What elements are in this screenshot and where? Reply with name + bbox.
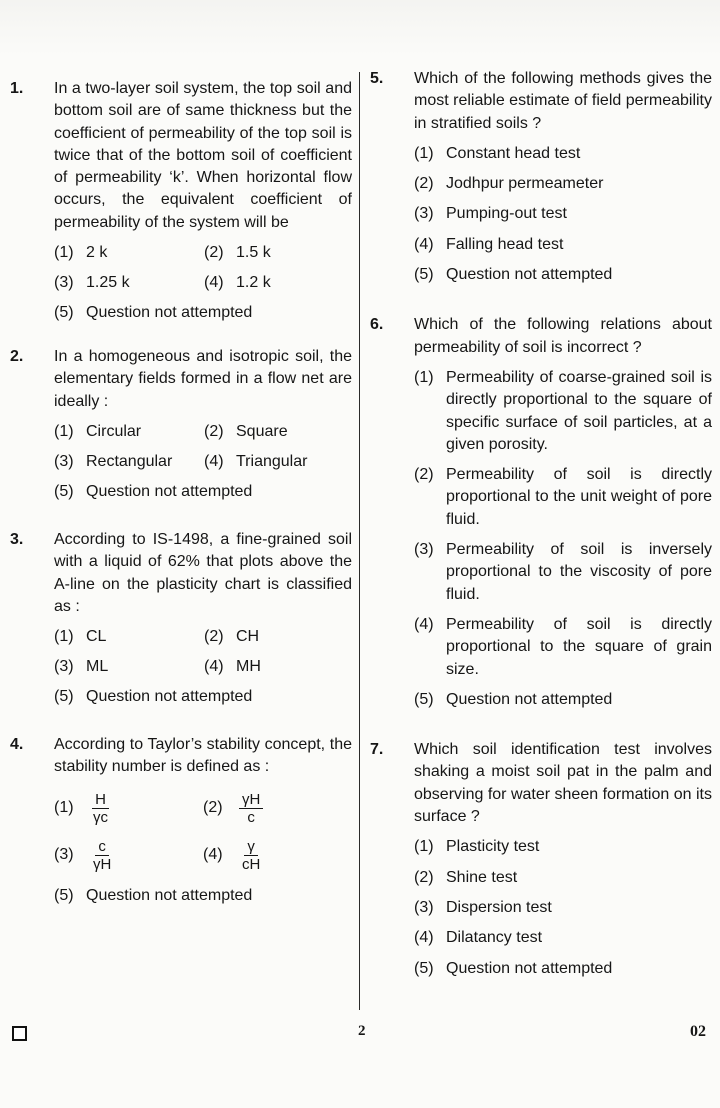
question-4 [10,734,352,907]
right-column [370,68,712,988]
option-4[interactable]: (4) $\frac{\gamma}{cH}$ [203,838,352,873]
option-2[interactable]: (2) CH [204,628,260,646]
option-5-not-attempted[interactable]: (5) Question not attempted [54,304,253,322]
left-column [10,78,352,915]
option-1[interactable]: (1) 2 k [54,244,108,262]
column-divider [359,72,360,1010]
option-3[interactable]: (3) 1.25 k [54,274,130,292]
top-bleed-through [0,0,720,55]
options [54,421,352,503]
option-1[interactable]: (1) Plasticity test [414,838,540,856]
option-1[interactable]: (1) $\frac{H}{\gamma c}$ [54,791,203,826]
page-number: 2 [358,1023,366,1039]
question-number: 7. [370,741,384,759]
question-text: In a two-layer soil system, the top soil and bottom soil are of same thickness but the coefficient of permeability of the top soil is twice that of the bottom soil of coefficient of permeability ‘k’. When horizontal flow occurs, the equivalent coefficient of permeability of the system will be [54,80,352,231]
option-3[interactable]: (3) $\frac{c}{\gamma H}$ [54,838,203,873]
option-3[interactable]: (3) ML [54,658,109,676]
option-1[interactable]: (1) CL [54,628,107,646]
fraction: $\frac{\gamma H}{c}$ [239,791,263,826]
option-2[interactable]: (2) Square [204,422,288,440]
option-5-not-attempted[interactable]: (5) Question not attempted [414,690,613,708]
fraction: $\frac{H}{\gamma c}$ [93,790,108,826]
option-3[interactable]: (3) Permeability of soil is inversely proportional to the viscosity of pore fluid. [414,541,712,603]
fraction: $\frac{c}{\gamma H}$ [93,837,112,873]
option-2[interactable]: (2) Shine test [414,868,518,886]
question-number: 6. [370,316,384,334]
question-text: Which soil identification test involves shaking a moist soil pat in the palm and observing for water sheen formation on its surface ? [414,741,712,826]
question-number: 2. [10,348,24,366]
option-4[interactable]: (4) MH [204,658,261,676]
options [414,836,712,979]
option-1[interactable]: (1) Permeability of coarse-grained soil is directly proportional to the square of specific surface of soil particles, at a given porosity. [414,368,712,453]
question-text: According to IS-1498, a fine-grained soil with a liquid of 62% that plots above the A-line on the plasticity chart is classified as : [54,530,352,615]
option-5-not-attempted[interactable]: (5) Question not attempted [414,266,613,284]
option-4[interactable]: (4) Falling head test [414,235,564,253]
question-5 [370,68,712,286]
option-5-not-attempted[interactable]: (5) Question not attempted [54,482,253,500]
option-3[interactable]: (3) Dispersion test [414,898,552,916]
option-3[interactable]: (3) Pumping-out test [414,205,567,223]
options [54,242,352,324]
option-2[interactable]: (2) Jodhpur permeameter [414,175,604,193]
options [54,791,352,907]
option-4[interactable]: (4) 1.2 k [204,274,271,292]
options [54,626,352,708]
question-text: According to Taylor’s stability concept, the stability number is defined as : [54,736,352,776]
fraction: $\frac{\gamma}{cH}$ [242,837,261,873]
question-6 [370,314,712,711]
option-1[interactable]: (1) Circular [54,422,142,440]
option-5-not-attempted[interactable]: (5) Question not attempted [54,886,253,904]
question-3 [10,529,352,708]
question-2 [10,346,352,503]
question-text: Which of the following relations about permeability of soil is incorrect ? [414,316,712,356]
page-footer [0,1023,720,1043]
option-4[interactable]: (4) Triangular [204,452,308,470]
option-3[interactable]: (3) Rectangular [54,452,173,470]
options [414,143,712,286]
question-number: 4. [10,736,24,754]
square-marker-icon [12,1026,27,1041]
option-4[interactable]: (4) Permeability of soil is directly proportional to the square of grain size. [414,615,712,678]
booklet-code: 02 [690,1023,706,1040]
question-text: In a homogeneous and isotropic soil, the elementary fields formed in a flow net are ideally : [54,348,352,410]
question-1 [10,78,352,324]
option-5-not-attempted[interactable]: (5) Question not attempted [54,688,253,706]
question-7 [370,739,712,980]
option-1[interactable]: (1) Constant head test [414,144,581,162]
option-2[interactable]: (2) Permeability of soil is directly proportional to the unit weight of pore fluid. [414,466,712,528]
option-2[interactable]: (2) 1.5 k [204,244,271,262]
option-5-not-attempted[interactable]: (5) Question not attempted [414,959,613,977]
option-4[interactable]: (4) Dilatancy test [414,929,543,947]
question-text: Which of the following methods gives the most reliable estimate of field permeability in stratified soils ? [414,70,712,132]
option-2[interactable]: (2) $\frac{\gamma H}{c}$ [203,791,352,826]
options [414,367,712,711]
question-number: 5. [370,70,384,87]
question-number: 3. [10,530,24,548]
question-number: 1. [10,80,24,97]
